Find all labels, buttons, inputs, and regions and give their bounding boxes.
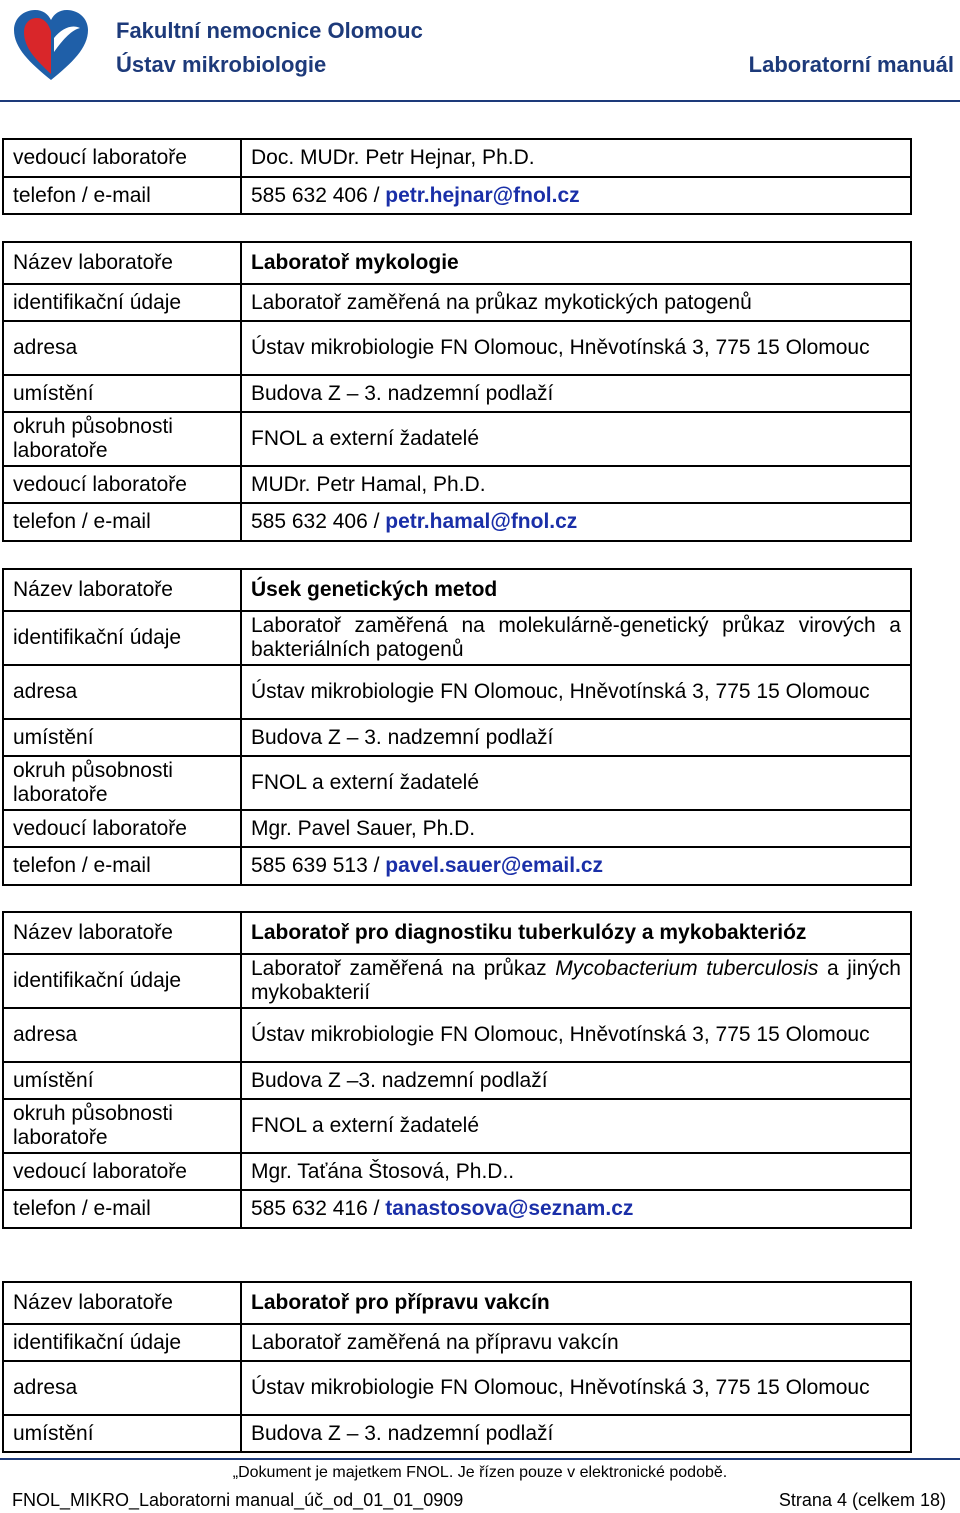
table-row <box>3 1099 911 1153</box>
row-value: FNOL a externí žadatelé <box>241 412 911 466</box>
row-value: Budova Z – 3. nadzemní podlaží <box>241 1415 911 1452</box>
document-notice: „Dokument je majetkem FNOL. Je řízen pouze v elektronické podobě. <box>232 1464 728 1481</box>
table-row <box>3 139 911 177</box>
header-divider <box>0 100 960 102</box>
row-value: Ústav mikrobiologie FN Olomouc, Hněvotínská 3, 775 15 Olomouc <box>241 321 911 375</box>
lab-table-vaccines <box>2 1281 912 1453</box>
table-row <box>3 412 911 466</box>
row-value <box>241 1190 911 1228</box>
organism-name: Mycobacterium tuberculosis <box>555 957 819 980</box>
row-label: vedoucí laboratoře <box>3 810 241 847</box>
table-row <box>3 177 911 214</box>
row-value <box>241 503 911 541</box>
row-value: Mgr. Taťána Štosová, Ph.D.. <box>241 1153 911 1190</box>
row-label: okruh působnosti laboratoře <box>3 756 241 810</box>
lab-table-genetics <box>2 568 912 886</box>
row-label: umístění <box>3 1062 241 1099</box>
row-value <box>241 847 911 885</box>
row-label: vedoucí laboratoře <box>3 139 241 177</box>
row-label: umístění <box>3 375 241 412</box>
table-row <box>3 1415 911 1452</box>
row-label: Název laboratoře <box>3 569 241 611</box>
row-label: telefon / e-mail <box>3 177 241 214</box>
footer-divider <box>0 1458 960 1460</box>
row-value: FNOL a externí žadatelé <box>241 1099 911 1153</box>
table-row <box>3 1062 911 1099</box>
table-row <box>3 321 911 375</box>
hospital-name: Fakultní nemocnice Olomouc <box>116 18 423 43</box>
row-label: okruh působnosti laboratoře <box>3 412 241 466</box>
row-value: Laboratoř zaměřená na molekulárně-genetický průkaz virových a bakteriálních patogenů <box>241 611 911 665</box>
table-row <box>3 1008 911 1062</box>
row-label: adresa <box>3 1008 241 1062</box>
table-row <box>3 611 911 665</box>
table-row <box>3 954 911 1008</box>
email-link[interactable]: pavel.sauer@email.cz <box>385 854 604 877</box>
table-row <box>3 1282 911 1324</box>
row-label: identifikační údaje <box>3 1324 241 1361</box>
lab-table-tuberculosis <box>2 911 912 1229</box>
table-row <box>3 466 911 503</box>
row-label: telefon / e-mail <box>3 1190 241 1228</box>
row-label: umístění <box>3 719 241 756</box>
email-link[interactable]: tanastosova@seznam.cz <box>385 1197 634 1220</box>
description-text: Laboratoř zaměřená na průkaz <box>251 957 556 980</box>
row-label: telefon / e-mail <box>3 503 241 541</box>
row-label: identifikační údaje <box>3 284 241 321</box>
row-label: Název laboratoře <box>3 912 241 954</box>
table-row <box>3 719 911 756</box>
description-text: a jiných mykobakterií <box>251 957 901 1004</box>
lab-name: Laboratoř pro diagnostiku tuberkulózy a mykobakterióz <box>241 912 911 954</box>
row-label: okruh působnosti laboratoře <box>3 1099 241 1153</box>
lab-table-continuation <box>2 138 912 215</box>
lab-name: Laboratoř mykologie <box>241 242 911 284</box>
phone-number: 585 632 406 / <box>251 510 386 533</box>
email-link[interactable]: petr.hamal@fnol.cz <box>385 510 578 533</box>
row-label: adresa <box>3 665 241 719</box>
table-row <box>3 1324 911 1361</box>
table-row <box>3 375 911 412</box>
row-value: Mgr. Pavel Sauer, Ph.D. <box>241 810 911 847</box>
row-label: vedoucí laboratoře <box>3 1153 241 1190</box>
row-value <box>241 954 911 1008</box>
lab-name: Laboratoř pro přípravu vakcín <box>241 1282 911 1324</box>
row-value: MUDr. Petr Hamal, Ph.D. <box>241 466 911 503</box>
table-row <box>3 1153 911 1190</box>
row-label: telefon / e-mail <box>3 847 241 885</box>
row-label: adresa <box>3 321 241 375</box>
table-row <box>3 569 911 611</box>
page-header <box>0 0 960 104</box>
row-value: Ústav mikrobiologie FN Olomouc, Hněvotínská 3, 775 15 Olomouc <box>241 1361 911 1415</box>
table-row <box>3 912 911 954</box>
row-label: Název laboratoře <box>3 242 241 284</box>
lab-table-mycology <box>2 241 912 542</box>
department-name: Ústav mikrobiologie <box>116 52 327 77</box>
row-value: Budova Z – 3. nadzemní podlaží <box>241 375 911 412</box>
table-row <box>3 1190 911 1228</box>
table-row <box>3 284 911 321</box>
row-label: Název laboratoře <box>3 1282 241 1324</box>
table-row <box>3 665 911 719</box>
phone-number: 585 632 416 / <box>251 1197 386 1220</box>
row-value: Budova Z – 3. nadzemní podlaží <box>241 719 911 756</box>
row-label: identifikační údaje <box>3 954 241 1008</box>
table-row <box>3 810 911 847</box>
row-label: adresa <box>3 1361 241 1415</box>
row-value: Laboratoř zaměřená na průkaz mykotických patogenů <box>241 284 911 321</box>
row-value: Laboratoř zaměřená na přípravu vakcín <box>241 1324 911 1361</box>
phone-number: 585 639 513 / <box>251 854 386 877</box>
page-number: Strana 4 (celkem 18) <box>778 1490 946 1510</box>
table-row <box>3 1361 911 1415</box>
row-value <box>241 177 911 214</box>
row-label: vedoucí laboratoře <box>3 466 241 503</box>
row-value: Doc. MUDr. Petr Hejnar, Ph.D. <box>241 139 911 177</box>
document-id: FNOL_MIKRO_Laboratorni manual_úč_od_01_01_0909 <box>12 1490 464 1510</box>
table-row <box>3 756 911 810</box>
table-row <box>3 242 911 284</box>
row-label: identifikační údaje <box>3 611 241 665</box>
phone-number: 585 632 406 / <box>251 183 386 207</box>
hospital-logo-icon <box>10 8 92 82</box>
row-label: umístění <box>3 1415 241 1452</box>
row-value: Ústav mikrobiologie FN Olomouc, Hněvotínská 3, 775 15 Olomouc <box>241 1008 911 1062</box>
table-row <box>3 847 911 885</box>
document-type: Laboratorní manuál <box>748 52 954 77</box>
row-value: Ústav mikrobiologie FN Olomouc, Hněvotínská 3, 775 15 Olomouc <box>241 665 911 719</box>
row-value: FNOL a externí žadatelé <box>241 756 911 810</box>
email-link[interactable]: petr.hejnar@fnol.cz <box>385 183 580 207</box>
lab-name: Úsek genetických metod <box>241 569 911 611</box>
table-row <box>3 503 911 541</box>
row-value: Budova Z –3. nadzemní podlaží <box>241 1062 911 1099</box>
